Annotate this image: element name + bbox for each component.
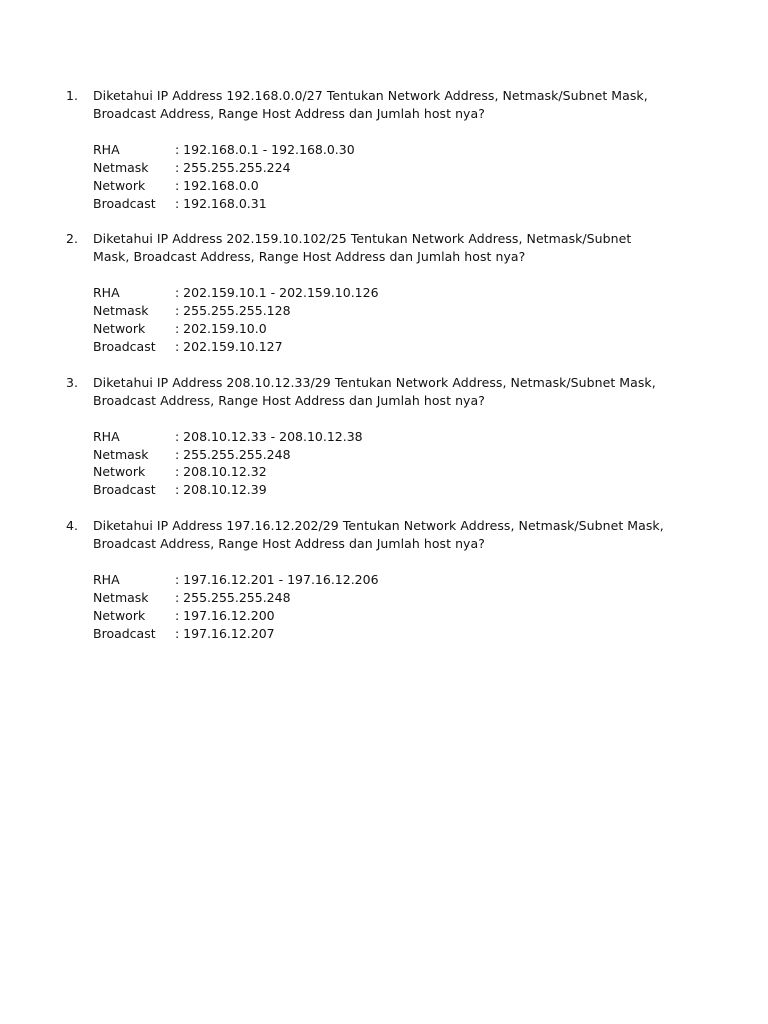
- network-value: : 202.159.10.0: [175, 321, 267, 337]
- answer-block: [93, 141, 706, 212]
- question-1: [66, 87, 706, 212]
- answer-row-broadcast: [93, 195, 706, 213]
- answer-row-netmask: [93, 159, 706, 177]
- question-line-1: Diketahui IP Address 208.10.12.33/29 Tentukan Network Address, Netmask/Subnet Mask,: [93, 374, 656, 390]
- question-line-2: Broadcast Address, Range Host Address dan Jumlah host nya?: [93, 106, 485, 121]
- answer-row-network: [93, 607, 706, 625]
- rha-value: : 192.168.0.1 - 192.168.0.30: [175, 142, 355, 157]
- question-line-1: Diketahui IP Address 202.159.10.102/25 Tentukan Network Address, Netmask/Subnet: [93, 231, 632, 247]
- netmask-value: : 255.255.255.128: [175, 303, 291, 319]
- answer-row-network: [93, 320, 706, 338]
- network-value: : 208.10.12.32: [175, 464, 267, 480]
- netmask-value: : 255.255.255.248: [175, 446, 291, 462]
- answer-row-rha: [93, 284, 706, 302]
- rha-label: RHA: [93, 428, 120, 444]
- question-line-1: Diketahui IP Address 197.16.12.202/29 Tentukan Network Address, Netmask/Subnet Mask,: [93, 518, 664, 534]
- broadcast-value: : 197.16.12.207: [175, 625, 275, 641]
- rha-value: : 197.16.12.201 - 197.16.12.206: [175, 572, 379, 588]
- broadcast-value: : 208.10.12.39: [175, 482, 267, 498]
- answer-row-network: [93, 177, 706, 195]
- question-text: [93, 230, 706, 266]
- answer-row-rha: [93, 141, 706, 159]
- answer-row-broadcast: [93, 338, 706, 356]
- question-number: 2.: [66, 231, 78, 247]
- broadcast-label: Broadcast: [93, 195, 156, 211]
- question-3: [66, 374, 706, 499]
- broadcast-value: : 192.168.0.31: [175, 195, 267, 211]
- rha-value: : 208.10.12.33 - 208.10.12.38: [175, 428, 363, 444]
- question-number: 1.: [66, 88, 78, 103]
- network-value: : 197.16.12.200: [175, 607, 275, 623]
- answer-block: [93, 284, 706, 355]
- rha-value: : 202.159.10.1 - 202.159.10.126: [175, 285, 379, 301]
- question-text: [93, 374, 706, 410]
- netmask-label: Netmask: [93, 589, 149, 605]
- rha-label: RHA: [93, 285, 120, 301]
- broadcast-value: : 202.159.10.127: [175, 338, 283, 354]
- broadcast-label: Broadcast: [93, 338, 156, 354]
- answer-row-netmask: [93, 446, 706, 464]
- network-label: Network: [93, 321, 146, 337]
- netmask-label: Netmask: [93, 159, 149, 175]
- question-number: 3.: [66, 374, 78, 390]
- netmask-label: Netmask: [93, 446, 149, 462]
- question-text: [93, 517, 706, 553]
- network-label: Network: [93, 177, 146, 193]
- question-list: [66, 87, 706, 661]
- answer-row-netmask: [93, 589, 706, 607]
- answer-block: [93, 428, 706, 499]
- question-text: [93, 87, 706, 123]
- question-2: [66, 230, 706, 355]
- network-value: : 192.168.0.0: [175, 177, 259, 193]
- answer-row-broadcast: [93, 625, 706, 643]
- answer-block: [93, 571, 706, 642]
- question-line-2: Mask, Broadcast Address, Range Host Address dan Jumlah host nya?: [93, 249, 526, 265]
- netmask-value: : 255.255.255.224: [175, 159, 291, 175]
- answer-row-network: [93, 463, 706, 481]
- network-label: Network: [93, 464, 146, 480]
- broadcast-label: Broadcast: [93, 482, 156, 498]
- netmask-label: Netmask: [93, 303, 149, 319]
- question-4: [66, 517, 706, 642]
- answer-row-netmask: [93, 302, 706, 320]
- question-line-2: Broadcast Address, Range Host Address dan Jumlah host nya?: [93, 536, 485, 552]
- question-line-2: Broadcast Address, Range Host Address dan Jumlah host nya?: [93, 392, 485, 408]
- rha-label: RHA: [93, 142, 120, 157]
- question-number: 4.: [66, 518, 78, 534]
- rha-label: RHA: [93, 572, 120, 588]
- network-label: Network: [93, 607, 146, 623]
- answer-row-rha: [93, 571, 706, 589]
- answer-row-rha: [93, 428, 706, 446]
- answer-row-broadcast: [93, 481, 706, 499]
- question-line-1: Diketahui IP Address 192.168.0.0/27 Tentukan Network Address, Netmask/Subnet Mask,: [93, 88, 648, 103]
- broadcast-label: Broadcast: [93, 625, 156, 641]
- netmask-value: : 255.255.255.248: [175, 589, 291, 605]
